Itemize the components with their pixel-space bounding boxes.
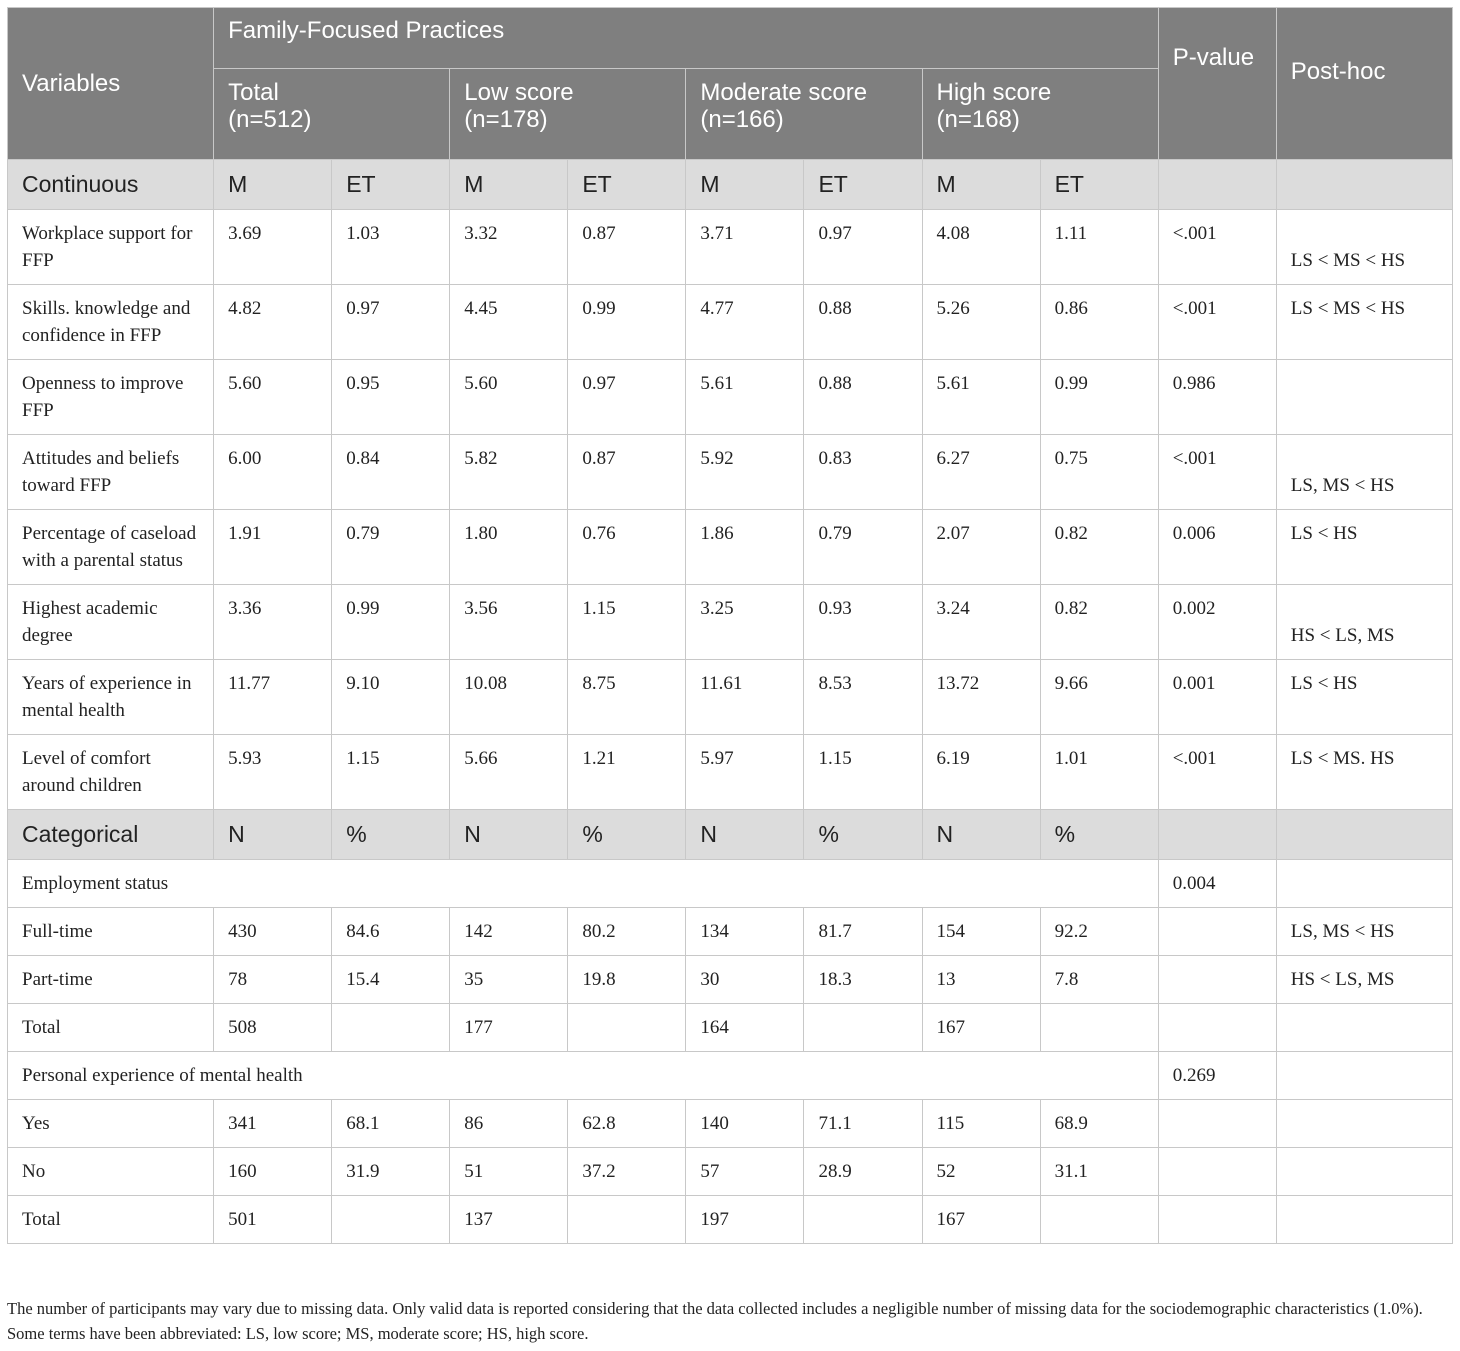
value-cell: 177 (450, 1004, 568, 1052)
value-cell: 160 (214, 1148, 332, 1196)
value-cell: 137 (450, 1196, 568, 1244)
value-cell: 0.88 (804, 285, 922, 360)
value-cell: 13.72 (922, 660, 1040, 735)
value-cell: 154 (922, 908, 1040, 956)
value-cell: 35 (450, 956, 568, 1004)
table-row (8, 660, 1453, 735)
p-value-cell: <.001 (1158, 735, 1276, 810)
post-hoc-cell (1276, 860, 1452, 908)
value-cell: 0.99 (1040, 360, 1158, 435)
value-cell: 0.79 (804, 510, 922, 585)
continuous-section-header (8, 160, 1453, 210)
value-cell (568, 1004, 686, 1052)
post-hoc-cell: LS < MS. HS (1276, 735, 1452, 810)
p-value-cell: 0.001 (1158, 660, 1276, 735)
value-cell: 3.36 (214, 585, 332, 660)
value-cell: 71.1 (804, 1100, 922, 1148)
group-row (8, 1052, 1453, 1100)
stat-header: % (332, 810, 450, 860)
post-hoc-cell (1276, 1148, 1452, 1196)
table-row (8, 1196, 1453, 1244)
post-hoc-cell: LS < HS (1276, 660, 1452, 735)
value-cell: 15.4 (332, 956, 450, 1004)
p-value-cell: 0.004 (1158, 860, 1276, 908)
p-value-cell (1158, 1196, 1276, 1244)
post-hoc-cell (1276, 360, 1452, 435)
value-cell: 68.1 (332, 1100, 450, 1148)
value-cell: 0.82 (1040, 510, 1158, 585)
value-cell: 3.69 (214, 210, 332, 285)
value-cell: 4.77 (686, 285, 804, 360)
results-table (7, 7, 1453, 1244)
value-cell: 7.8 (1040, 956, 1158, 1004)
value-cell: 1.21 (568, 735, 686, 810)
value-cell: 4.08 (922, 210, 1040, 285)
value-cell: 115 (922, 1100, 1040, 1148)
value-cell: 5.61 (686, 360, 804, 435)
value-cell: 430 (214, 908, 332, 956)
p-value-cell: 0.002 (1158, 585, 1276, 660)
value-cell (332, 1196, 450, 1244)
table-row (8, 735, 1453, 810)
value-cell: 3.24 (922, 585, 1040, 660)
value-cell: 0.87 (568, 435, 686, 510)
empty-cell (1276, 160, 1452, 210)
value-cell: 10.08 (450, 660, 568, 735)
table-body (8, 160, 1453, 1244)
value-cell: 8.53 (804, 660, 922, 735)
value-cell: 164 (686, 1004, 804, 1052)
value-cell: 5.82 (450, 435, 568, 510)
row-label: Yes (8, 1100, 214, 1148)
post-hoc-cell: HS < LS, MS (1276, 956, 1452, 1004)
table-row (8, 956, 1453, 1004)
table-row (8, 210, 1453, 285)
value-cell: 6.00 (214, 435, 332, 510)
value-cell: 1.80 (450, 510, 568, 585)
value-cell: 508 (214, 1004, 332, 1052)
row-label: Percentage of caseload with a parental status (8, 510, 214, 585)
value-cell: 5.60 (450, 360, 568, 435)
value-cell: 1.15 (804, 735, 922, 810)
value-cell: 3.71 (686, 210, 804, 285)
value-cell: 86 (450, 1100, 568, 1148)
header-family-focused-practices: Family-Focused Practices (214, 8, 1159, 69)
value-cell (568, 1196, 686, 1244)
value-cell: 11.61 (686, 660, 804, 735)
value-cell: 1.15 (332, 735, 450, 810)
group-label: Personal experience of mental health (8, 1052, 1159, 1100)
stat-header: % (568, 810, 686, 860)
empty-cell (1158, 160, 1276, 210)
p-value-cell: 0.986 (1158, 360, 1276, 435)
value-cell: 5.92 (686, 435, 804, 510)
post-hoc-cell: LS, MS < HS (1276, 908, 1452, 956)
value-cell (804, 1004, 922, 1052)
value-cell (1040, 1196, 1158, 1244)
value-cell (332, 1004, 450, 1052)
stat-header: M (214, 160, 332, 210)
value-cell: 0.97 (332, 285, 450, 360)
value-cell: 37.2 (568, 1148, 686, 1196)
value-cell: 0.84 (332, 435, 450, 510)
p-value-cell: 0.006 (1158, 510, 1276, 585)
p-value-cell (1158, 1148, 1276, 1196)
categorical-section-header (8, 810, 1453, 860)
value-cell: 142 (450, 908, 568, 956)
row-label: Attitudes and beliefs toward FFP (8, 435, 214, 510)
value-cell: 57 (686, 1148, 804, 1196)
value-cell: 68.9 (1040, 1100, 1158, 1148)
value-cell: 13 (922, 956, 1040, 1004)
value-cell: 134 (686, 908, 804, 956)
value-cell: 3.25 (686, 585, 804, 660)
p-value-cell: <.001 (1158, 210, 1276, 285)
p-value-cell: <.001 (1158, 435, 1276, 510)
stat-header: % (804, 810, 922, 860)
stat-header: N (450, 810, 568, 860)
value-cell: 0.97 (568, 360, 686, 435)
post-hoc-cell: LS < HS (1276, 510, 1452, 585)
value-cell: 167 (922, 1196, 1040, 1244)
row-label: No (8, 1148, 214, 1196)
value-cell: 197 (686, 1196, 804, 1244)
row-label: Highest academic degree (8, 585, 214, 660)
value-cell: 3.56 (450, 585, 568, 660)
value-cell: 5.66 (450, 735, 568, 810)
table-row (8, 1148, 1453, 1196)
header-group-total: Total (n=512) (214, 69, 450, 160)
value-cell: 31.1 (1040, 1148, 1158, 1196)
value-cell: 51 (450, 1148, 568, 1196)
table-row (8, 908, 1453, 956)
row-label: Full-time (8, 908, 214, 956)
row-label: Total (8, 1196, 214, 1244)
value-cell: 62.8 (568, 1100, 686, 1148)
p-value-cell (1158, 1004, 1276, 1052)
value-cell: 0.95 (332, 360, 450, 435)
value-cell: 1.86 (686, 510, 804, 585)
value-cell: 3.32 (450, 210, 568, 285)
value-cell: 81.7 (804, 908, 922, 956)
stat-header: M (686, 160, 804, 210)
value-cell: 341 (214, 1100, 332, 1148)
value-cell: 0.87 (568, 210, 686, 285)
post-hoc-cell (1276, 1004, 1452, 1052)
header-post-hoc: Post-hoc (1276, 8, 1452, 160)
post-hoc-cell: HS < LS, MS (1276, 585, 1452, 660)
header-variables: Variables (8, 8, 214, 160)
value-cell: 0.97 (804, 210, 922, 285)
header-group-high-score: High score (n=168) (922, 69, 1158, 160)
row-label: Level of comfort around children (8, 735, 214, 810)
value-cell: 501 (214, 1196, 332, 1244)
value-cell: 6.27 (922, 435, 1040, 510)
value-cell: 9.66 (1040, 660, 1158, 735)
table-row (8, 435, 1453, 510)
value-cell: 30 (686, 956, 804, 1004)
table-row (8, 1100, 1453, 1148)
table-row (8, 360, 1453, 435)
value-cell: 8.75 (568, 660, 686, 735)
value-cell: 2.07 (922, 510, 1040, 585)
stat-header: % (1040, 810, 1158, 860)
value-cell: 1.03 (332, 210, 450, 285)
value-cell: 5.61 (922, 360, 1040, 435)
value-cell: 0.99 (332, 585, 450, 660)
post-hoc-cell (1276, 1100, 1452, 1148)
value-cell: 167 (922, 1004, 1040, 1052)
table-row (8, 510, 1453, 585)
header-p-value: P-value (1158, 8, 1276, 160)
value-cell: 0.76 (568, 510, 686, 585)
value-cell: 0.82 (1040, 585, 1158, 660)
value-cell: 78 (214, 956, 332, 1004)
value-cell: 9.10 (332, 660, 450, 735)
row-label: Years of experience in mental health (8, 660, 214, 735)
value-cell: 19.8 (568, 956, 686, 1004)
value-cell: 92.2 (1040, 908, 1158, 956)
value-cell: 4.82 (214, 285, 332, 360)
value-cell: 5.26 (922, 285, 1040, 360)
stat-header: ET (1040, 160, 1158, 210)
value-cell: 11.77 (214, 660, 332, 735)
value-cell: 0.99 (568, 285, 686, 360)
post-hoc-cell (1276, 1052, 1452, 1100)
value-cell: 0.88 (804, 360, 922, 435)
group-row (8, 860, 1453, 908)
table-row (8, 1004, 1453, 1052)
empty-cell (1158, 810, 1276, 860)
header-group-moderate-score: Moderate score (n=166) (686, 69, 922, 160)
stat-header: N (922, 810, 1040, 860)
stat-header: N (686, 810, 804, 860)
stat-header: ET (332, 160, 450, 210)
stat-header: ET (804, 160, 922, 210)
stat-header: ET (568, 160, 686, 210)
row-label: Skills. knowledge and confidence in FFP (8, 285, 214, 360)
value-cell: 140 (686, 1100, 804, 1148)
value-cell: 1.01 (1040, 735, 1158, 810)
p-value-cell (1158, 956, 1276, 1004)
p-value-cell: <.001 (1158, 285, 1276, 360)
row-label: Openness to improve FFP (8, 360, 214, 435)
value-cell: 0.79 (332, 510, 450, 585)
value-cell: 80.2 (568, 908, 686, 956)
value-cell (804, 1196, 922, 1244)
value-cell: 0.83 (804, 435, 922, 510)
value-cell: 84.6 (332, 908, 450, 956)
post-hoc-cell (1276, 1196, 1452, 1244)
value-cell: 52 (922, 1148, 1040, 1196)
table-row (8, 285, 1453, 360)
group-label: Employment status (8, 860, 1159, 908)
value-cell: 28.9 (804, 1148, 922, 1196)
value-cell: 5.60 (214, 360, 332, 435)
value-cell: 0.86 (1040, 285, 1158, 360)
value-cell: 18.3 (804, 956, 922, 1004)
value-cell: 0.75 (1040, 435, 1158, 510)
value-cell: 4.45 (450, 285, 568, 360)
stat-header: N (214, 810, 332, 860)
p-value-cell: 0.269 (1158, 1052, 1276, 1100)
post-hoc-cell: LS, MS < HS (1276, 435, 1452, 510)
section-label: Continuous (8, 160, 214, 210)
empty-cell (1276, 810, 1452, 860)
stat-header: M (450, 160, 568, 210)
row-label: Workplace support for FFP (8, 210, 214, 285)
p-value-cell (1158, 1100, 1276, 1148)
value-cell: 0.93 (804, 585, 922, 660)
row-label: Total (8, 1004, 214, 1052)
row-label: Part-time (8, 956, 214, 1004)
value-cell: 1.91 (214, 510, 332, 585)
post-hoc-cell: LS < MS < HS (1276, 210, 1452, 285)
value-cell: 6.19 (922, 735, 1040, 810)
table-row (8, 585, 1453, 660)
value-cell: 5.93 (214, 735, 332, 810)
post-hoc-cell: LS < MS < HS (1276, 285, 1452, 360)
value-cell: 1.15 (568, 585, 686, 660)
p-value-cell (1158, 908, 1276, 956)
section-label: Categorical (8, 810, 214, 860)
value-cell: 1.11 (1040, 210, 1158, 285)
table-footnote: The number of participants may vary due to missing data. Only valid data is reported considering that the data collected includes a negligible number of missing data for the sociodemographic characteristics (1.0%). Some terms have been abbreviated: LS, low score; MS, moderate score; HS, high score. (7, 1299, 1423, 1343)
header-group-low-score: Low score (n=178) (450, 69, 686, 160)
value-cell: 31.9 (332, 1148, 450, 1196)
value-cell (1040, 1004, 1158, 1052)
stat-header: M (922, 160, 1040, 210)
value-cell: 5.97 (686, 735, 804, 810)
